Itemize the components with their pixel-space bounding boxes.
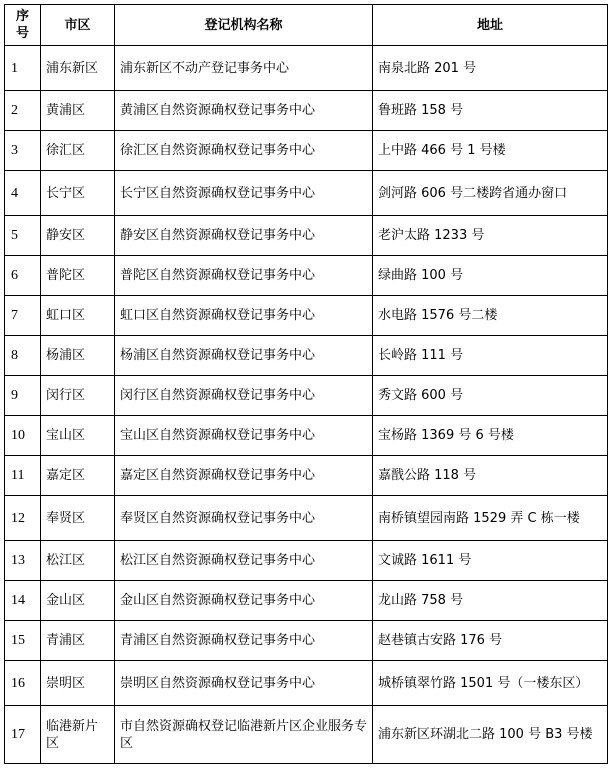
registry-table bbox=[4, 4, 608, 764]
table-row bbox=[5, 496, 608, 541]
table-row bbox=[5, 171, 608, 216]
row-district: 徐汇区 bbox=[41, 131, 115, 171]
table-row bbox=[5, 376, 608, 416]
row-district: 闵行区 bbox=[41, 376, 115, 416]
row-index: 14 bbox=[5, 581, 41, 621]
row-agency: 黄浦区自然资源确权登记事务中心 bbox=[115, 91, 373, 131]
row-address: 龙山路 758 号 bbox=[373, 581, 608, 621]
row-address: 水电路 1576 号二楼 bbox=[373, 296, 608, 336]
row-index: 1 bbox=[5, 46, 41, 91]
table-row bbox=[5, 706, 608, 764]
row-address: 文诚路 1611 号 bbox=[373, 541, 608, 581]
row-agency: 松江区自然资源确权登记事务中心 bbox=[115, 541, 373, 581]
row-address: 赵巷镇古安路 176 号 bbox=[373, 621, 608, 661]
row-agency: 嘉定区自然资源确权登记事务中心 bbox=[115, 456, 373, 496]
row-index: 12 bbox=[5, 496, 41, 541]
row-agency: 青浦区自然资源确权登记事务中心 bbox=[115, 621, 373, 661]
row-district: 浦东新区 bbox=[41, 46, 115, 91]
table-row bbox=[5, 416, 608, 456]
table-row bbox=[5, 256, 608, 296]
row-address: 长岭路 111 号 bbox=[373, 336, 608, 376]
table-row bbox=[5, 541, 608, 581]
row-agency: 普陀区自然资源确权登记事务中心 bbox=[115, 256, 373, 296]
row-agency: 宝山区自然资源确权登记事务中心 bbox=[115, 416, 373, 456]
row-address: 剑河路 606 号二楼跨省通办窗口 bbox=[373, 171, 608, 216]
row-address: 绿曲路 100 号 bbox=[373, 256, 608, 296]
row-agency: 浦东新区不动产登记事务中心 bbox=[115, 46, 373, 91]
row-agency: 徐汇区自然资源确权登记事务中心 bbox=[115, 131, 373, 171]
row-district: 松江区 bbox=[41, 541, 115, 581]
row-index: 6 bbox=[5, 256, 41, 296]
table-row bbox=[5, 336, 608, 376]
registry-table-container bbox=[4, 4, 607, 764]
row-address: 南桥镇望园南路 1529 弄 C 栋一楼 bbox=[373, 496, 608, 541]
row-index: 9 bbox=[5, 376, 41, 416]
row-district: 虹口区 bbox=[41, 296, 115, 336]
header-agency: 登记机构名称 bbox=[115, 5, 373, 46]
row-agency: 虹口区自然资源确权登记事务中心 bbox=[115, 296, 373, 336]
row-address: 南泉北路 201 号 bbox=[373, 46, 608, 91]
row-agency: 金山区自然资源确权登记事务中心 bbox=[115, 581, 373, 621]
table-row bbox=[5, 296, 608, 336]
table-row bbox=[5, 581, 608, 621]
row-index: 4 bbox=[5, 171, 41, 216]
row-index: 8 bbox=[5, 336, 41, 376]
row-index: 7 bbox=[5, 296, 41, 336]
row-district: 嘉定区 bbox=[41, 456, 115, 496]
row-district: 杨浦区 bbox=[41, 336, 115, 376]
row-agency: 崇明区自然资源确权登记事务中心 bbox=[115, 661, 373, 706]
table-row bbox=[5, 216, 608, 256]
row-address: 城桥镇翠竹路 1501 号（一楼东区） bbox=[373, 661, 608, 706]
row-district: 崇明区 bbox=[41, 661, 115, 706]
row-address: 老沪太路 1233 号 bbox=[373, 216, 608, 256]
table-row bbox=[5, 91, 608, 131]
table-row bbox=[5, 661, 608, 706]
row-index: 3 bbox=[5, 131, 41, 171]
row-index: 11 bbox=[5, 456, 41, 496]
row-index: 13 bbox=[5, 541, 41, 581]
row-district: 长宁区 bbox=[41, 171, 115, 216]
row-agency: 长宁区自然资源确权登记事务中心 bbox=[115, 171, 373, 216]
row-address: 嘉戬公路 118 号 bbox=[373, 456, 608, 496]
row-agency: 杨浦区自然资源确权登记事务中心 bbox=[115, 336, 373, 376]
header-index: 序号 bbox=[5, 5, 41, 46]
row-address: 鲁班路 158 号 bbox=[373, 91, 608, 131]
row-agency: 闵行区自然资源确权登记事务中心 bbox=[115, 376, 373, 416]
row-address: 浦东新区环湖北二路 100 号 B3 号楼 bbox=[373, 706, 608, 764]
table-row bbox=[5, 46, 608, 91]
row-district: 普陀区 bbox=[41, 256, 115, 296]
row-district: 金山区 bbox=[41, 581, 115, 621]
header-address: 地址 bbox=[373, 5, 608, 46]
row-district: 黄浦区 bbox=[41, 91, 115, 131]
row-index: 10 bbox=[5, 416, 41, 456]
row-index: 17 bbox=[5, 706, 41, 764]
table-header-row bbox=[5, 5, 608, 46]
row-district: 静安区 bbox=[41, 216, 115, 256]
header-district: 市区 bbox=[41, 5, 115, 46]
row-agency: 市自然资源确权登记临港新片区企业服务专区 bbox=[115, 706, 373, 764]
row-address: 上中路 466 号 1 号楼 bbox=[373, 131, 608, 171]
row-index: 15 bbox=[5, 621, 41, 661]
table-row bbox=[5, 131, 608, 171]
row-district: 临港新片区 bbox=[41, 706, 115, 764]
row-address: 宝杨路 1369 号 6 号楼 bbox=[373, 416, 608, 456]
row-index: 5 bbox=[5, 216, 41, 256]
row-index: 16 bbox=[5, 661, 41, 706]
row-address: 秀文路 600 号 bbox=[373, 376, 608, 416]
row-index: 2 bbox=[5, 91, 41, 131]
row-agency: 奉贤区自然资源确权登记事务中心 bbox=[115, 496, 373, 541]
row-district: 宝山区 bbox=[41, 416, 115, 456]
row-district: 青浦区 bbox=[41, 621, 115, 661]
table-row bbox=[5, 456, 608, 496]
row-agency: 静安区自然资源确权登记事务中心 bbox=[115, 216, 373, 256]
table-row bbox=[5, 621, 608, 661]
row-district: 奉贤区 bbox=[41, 496, 115, 541]
